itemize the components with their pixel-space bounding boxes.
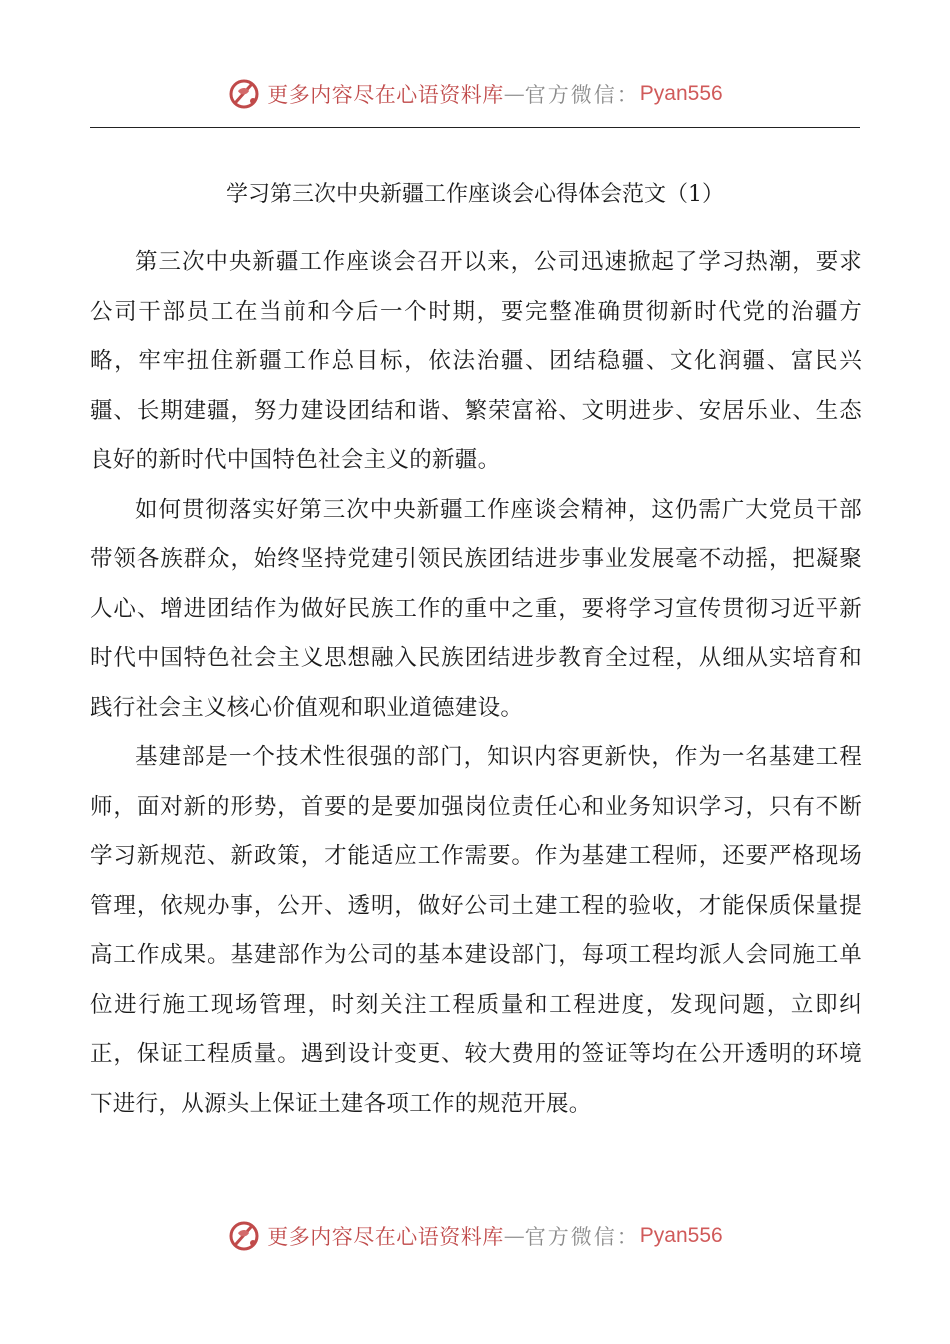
document-title: 学习第三次中央新疆工作座谈会心得体会范文（1） bbox=[226, 182, 724, 207]
footer-wechat-id: Pyan556 bbox=[639, 1224, 723, 1247]
paragraph: 基建部是一个技术性很强的部门，知识内容更新快，作为一名基建工程师，面对新的形势，首要的是要加强岗位责任心和业务知识学习，只有不断学习新规范、新政策，才能适应工作需要。作为基建工程师，还要严格现场管理，依规办事，公开、透明，做好公司土建工程的验收，才能保质保量提高工作成果。基建部作为公司的基本建设部门，每项工程均派人会同施工单位进行施工现场管理，时刻关注工程质量和工程进度，发现问题，立即纠正，保证工程质量。遇到设计变更、较大费用的签证等均在公开透明的环境下进行，从源头上保证土建各项工作的规范开展。 bbox=[90, 744, 862, 1117]
header-tagline: 更多内容尽在心语资料库 bbox=[267, 83, 504, 107]
pen-flower-logo-icon bbox=[227, 77, 261, 111]
paragraph: 如何贯彻落实好第三次中央新疆工作座谈会精神，这仍需广大党员干部带领各族群众，始终坚持党建引领民族团结进步事业发展毫不动摇，把凝聚人心、增进团结作为做好民族工作的重中之重，要将学习宣传贯彻习近平新时代中国特色社会主义思想融入民族团结进步教育全过程，从细从实培育和践行社会主义核心价值观和职业道德建设。 bbox=[90, 496, 862, 721]
header-wechat-label: 官方微信： bbox=[524, 83, 640, 107]
header-wechat-id: Pyan556 bbox=[639, 82, 723, 105]
header-separator: — bbox=[503, 82, 525, 106]
footer-banner bbox=[0, 1214, 950, 1258]
document-body bbox=[90, 238, 862, 1129]
header-banner bbox=[0, 72, 950, 116]
footer-wechat-label: 官方微信： bbox=[524, 1225, 640, 1249]
footer-separator: — bbox=[503, 1224, 525, 1248]
header-divider bbox=[90, 127, 860, 128]
paragraph: 第三次中央新疆工作座谈会召开以来，公司迅速掀起了学习热潮，要求公司干部员工在当前和今后一个时期，要完整准确贯彻新时代党的治疆方略，牢牢扭住新疆工作总目标，依法治疆、团结稳疆、文化润疆、富民兴疆、长期建疆，努力建设团结和谐、繁荣富裕、文明进步、安居乐业、生态良好的新时代中国特色社会主义的新疆。 bbox=[90, 249, 862, 473]
pen-flower-logo-icon bbox=[227, 1219, 261, 1253]
footer-tagline: 更多内容尽在心语资料库 bbox=[267, 1225, 504, 1249]
